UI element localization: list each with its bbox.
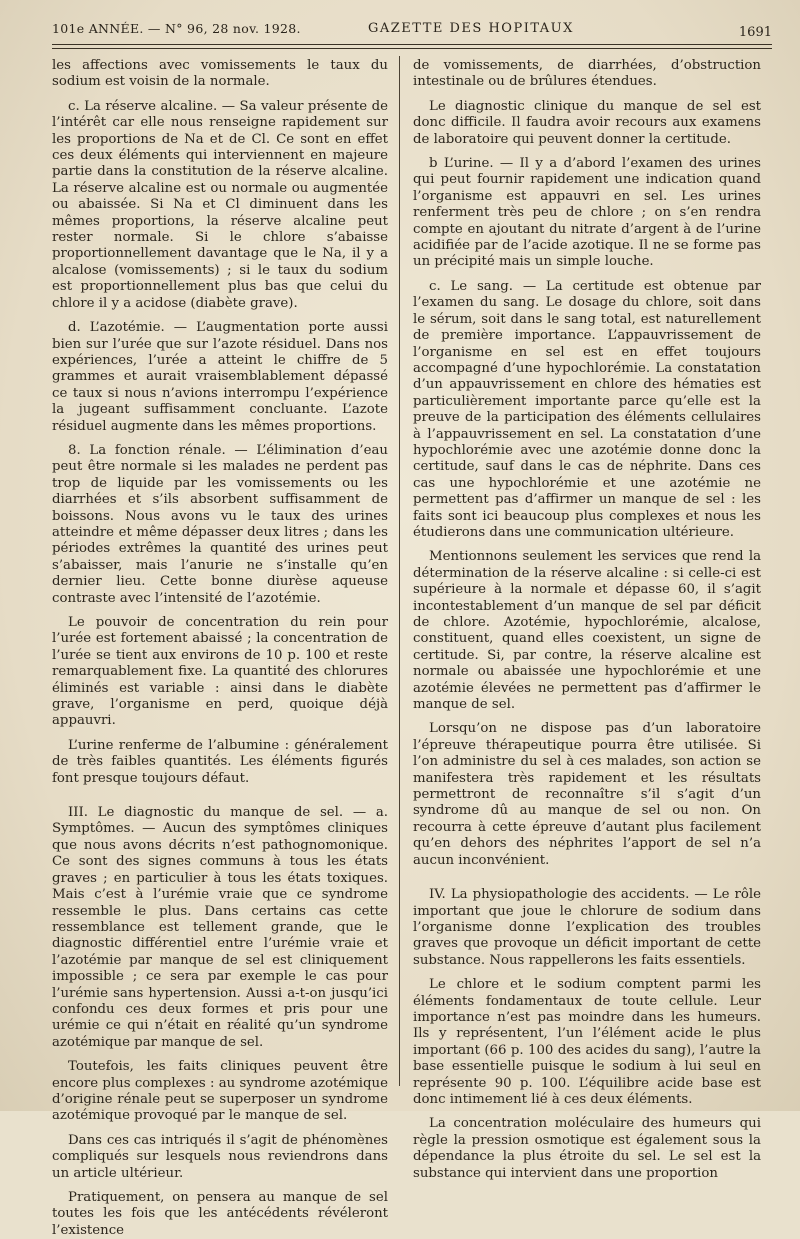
column-divider xyxy=(399,56,400,1086)
header-rule-thin xyxy=(52,48,772,49)
paragraph: d. L’azotémie. — L’augmentation porte aussi bien sur l’urée que sur l’azote résiduel. Dans nos expériences, l’urée a atteint le chiffre de 5 grammes et aurait vraisemblablement dépassé ce taux si nous n’avions interrompu l’expérience la jugeant suffisamment concluante. L’azote résiduel augmente dans les mêmes proportions. xyxy=(52,320,388,434)
page-number: 1691 xyxy=(738,25,772,40)
paragraph: de vomissements, de diarrhées, d’obstruction intestinale ou de brûlures étendues. xyxy=(413,58,761,90)
paragraph: Mentionnons seulement les services que rend la détermination de la réserve alcaline : si celle-ci est supérieure à la normale et dépasse 60, il s’agit incontestablement d’un manque de sel par déficit de chlore. Azotémie, hypochlorémie, alcalose, constituent, quand elles coexistent, un signe de certitude. Si, par contre, la réserve alcaline est normale ou abaissée une hypochlorémie et une azotémie élevées ne permettent pas d’affirmer le manque de sel. xyxy=(413,549,761,713)
left-column xyxy=(52,58,388,1238)
paragraph: b L’urine. — Il y a d’abord l’examen des urines qui peut fournir rapidement une indication quand l’organisme est appauvri en sel. Les urines renferment très peu de chlore ; on s’en rendra compte en ajoutant du nitrate d’argent à de l’urine acidifiée par de l’acide azotique. Il ne se forme pas un précipité mais un simple louche. xyxy=(413,156,761,270)
paragraph: c. Le sang. — La certitude est obtenue par l’examen du sang. Le dosage du chlore, soit dans le sérum, soit dans le sang total, est naturellement de première importance. L’appauvrissement de l’organisme en sel est en effet toujours accompagné d’une hypochlorémie. La constatation d’un appauvrissement en chlore des hématies est particulièrement importante parce qu’elle est la preuve de la participation des éléments cellulaires à l’appauvrissement en sel. La constatation d’une hypochlorémie avec une azotémie donne donc la certitude, sauf dans le cas de néphrite. Dans ces cas une hypochlorémie et une azotémie ne permettent pas d’affirmer un manque de sel : les faits sont ici beaucoup plus complexes et nous les étudierons dans une communication ultérieure. xyxy=(413,278,761,540)
paragraph: La concentration moléculaire des humeurs qui règle la pression osmotique est également sous la dépendance la plus étroite du sel. Le sel est la substance qui intervient dans une proportion xyxy=(413,1116,761,1181)
paragraph: Le diagnostic clinique du manque de sel est donc difficile. Il faudra avoir recours aux examens de laboratoire qui peuvent donner la certitude. xyxy=(413,98,761,147)
journal-title: GAZETTE DES HOPITAUX xyxy=(368,21,574,36)
paragraph: c. La réserve alcaline. — Sa valeur présente de l’intérêt car elle nous renseigne rapidement sur les proportions de Na et de Cl. Ce sont en effet ces deux éléments qui interviennent en majeure partie dans la constitution de la réserve alcaline. La réserve alcaline est ou normale ou augmentée ou abaissée. Si Na et Cl diminuent dans les mêmes proportions, la réserve alcaline peut rester normale. Si le chlore s’abaisse proportionnellement davantage que le Na, il y a alcalose (vomissements) ; si le taux du sodium est proportionnellement plus bas que celui du chlore il y a acidose (diabète grave). xyxy=(52,98,388,311)
right-column xyxy=(413,58,761,1181)
paragraph: Le chlore et le sodium comptent parmi les éléments fondamentaux de toute cellule. Leur importance n’est pas moindre dans les humeurs. Ils y représentent, l’un l’élément acide le plus important (66 p. 100 des acides du sang), l’autre la base essentielle puisque le sodium à lui seul en représente 90 p. 100. L’équilibre acide base est donc intimement lié à ces deux éléments. xyxy=(413,977,761,1107)
section-heading-paragraph: IV. La physiopathologie des accidents. — Le rôle important que joue le chlorure de sodium dans l’organisme donne l’explication des troubles graves que provoque un déficit important de cette substance. Nous rappellerons les faits essentiels. xyxy=(413,887,761,968)
paragraph: Dans ces cas intriqués il s’agit de phénomènes compliqués sur lesquels nous reviendrons dans un article ultérieur. xyxy=(52,1132,388,1181)
paragraph: Pratiquement, on pensera au manque de sel toutes les fois que les antécédents révéleront l’existence xyxy=(52,1190,388,1238)
paragraph: Lorsqu’on ne dispose pas d’un laboratoire l’épreuve thérapeutique pourra être utilisée. Si l’on administre du sel à ces malades, son action se manifestera très rapidement et les résultats permettront de reconnaître s’il s’agit d’un syndrome dû au manque de sel ou non. On recourra à cette épreuve d’autant plus facilement qu’en dehors des néphrites l’apport de sel n’a aucun inconvénient. xyxy=(413,721,761,868)
issue-info: 101e ANNÉE. — N° 96, 28 nov. 1928. xyxy=(52,21,301,36)
section-heading-paragraph: III. Le diagnostic du manque de sel. — a. Symptômes. — Aucun des symptômes cliniques que nous avons décrits n’est pathognomonique. Ce sont des signes communs à tous les états graves ; en particulier à tous les états toxiques. Mais c’est à l’urémie vraie que ce syndrome ressemble le plus. Dans certains cas cette ressemblance est tellement grande, que le diagnostic différentiel entre l’urémie vraie et l’azotémie par manque de sel est cliniquement impossible ; ce sera par exemple le cas pour l’urémie sans hypertension. Aussi a-t-on jusqu’ici confondu ces deux formes et pris pour une urémie ce qui n’était en réalité qu’un syndrome azotémique par manque de sel. xyxy=(52,805,388,1050)
header-rule xyxy=(52,44,772,45)
paragraph: les affections avec vomissements le taux du sodium est voisin de la normale. xyxy=(52,58,388,90)
paragraph: 8. La fonction rénale. — L’élimination d’eau peut être normale si les malades ne perdent pas trop de liquide par les vomissements ou les diarrhées et s’ils absorbent suffisamment de boissons. Nous avons vu le taux des urines atteindre et même dépasser deux litres ; dans les périodes extrêmes la quantité des urines peut s’abaisser, mais l’anurie ne s’installe qu’en dernier lieu. Cette bonne diurèse aqueuse contraste avec l’intensité de l’azotémie. xyxy=(52,442,388,606)
running-header xyxy=(52,16,772,38)
paragraph: L’urine renferme de l’albumine : généralement de très faibles quantités. Les éléments figurés font presque toujours défaut. xyxy=(52,737,388,786)
paragraph: Le pouvoir de concentration du rein pour l’urée est fortement abaissé ; la concentration de l’urée se tient aux environs de 10 p. 100 et reste remarquablement fixe. La quantité des chlorures éliminés est variable : ainsi dans le diabète grave, l’organisme en perd, quoique déjà appauvri. xyxy=(52,615,388,729)
paragraph: Toutefois, les faits cliniques peuvent être encore plus complexes : au syndrome azotémique d’origine rénale peut se superposer un syndrome azotémique provoqué par le manque de sel. xyxy=(52,1059,388,1124)
